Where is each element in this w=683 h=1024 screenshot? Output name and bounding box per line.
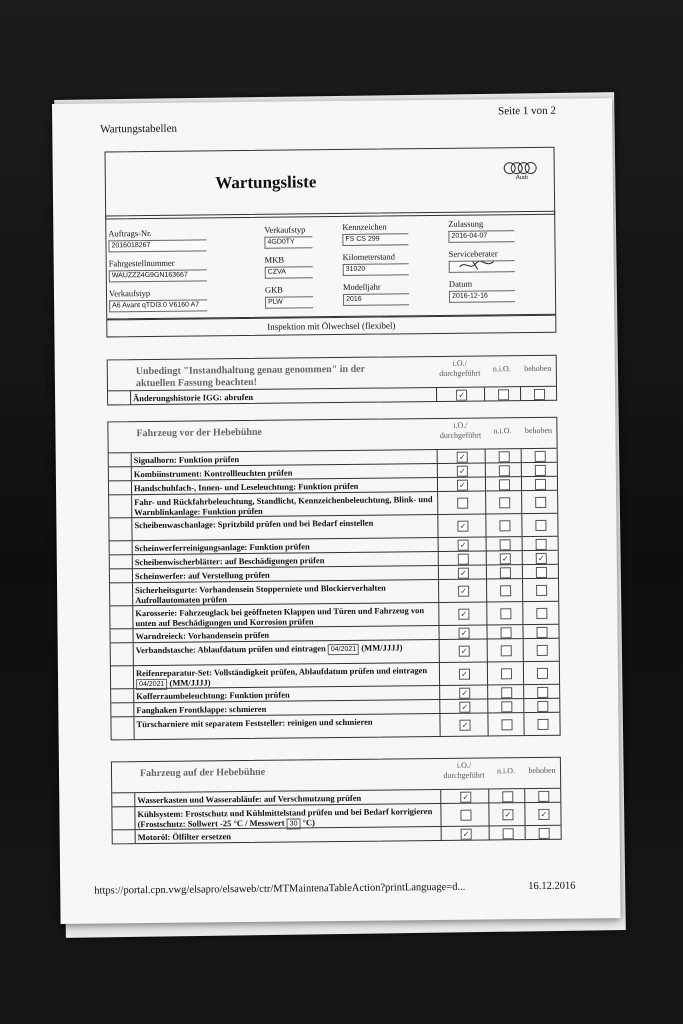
label: GKB — [264, 284, 283, 295]
cell-io — [438, 625, 487, 639]
cell-behoben — [524, 789, 561, 802]
column-header-io: i.O./ durchgeführt — [439, 358, 481, 378]
cell-behoben — [521, 514, 558, 536]
row-gutter — [111, 643, 134, 665]
footer-date: 16.12.2016 — [528, 880, 576, 893]
cell-io — [439, 662, 488, 685]
inspection-type: Inspektion mit Ölwechsel (flexibel) — [106, 315, 556, 338]
checkbox-behoben[interactable] — [535, 520, 546, 531]
cell-behoben — [524, 803, 561, 825]
cell-behoben — [522, 625, 559, 638]
checkbox-behoben[interactable] — [536, 538, 547, 549]
cell-behoben — [523, 713, 560, 735]
section-header — [108, 418, 556, 453]
row-suffix: (MM/JJJJ) — [169, 677, 211, 688]
checkbox-behoben[interactable] — [536, 566, 547, 577]
row-gutter — [110, 606, 133, 628]
cell-io — [441, 826, 490, 840]
row-text: Wasserkasten und Wasserabläufe: auf Verschmutzung prüfen — [137, 792, 362, 806]
row-text: Sicherheitsgurte: Vorhandensein Stopperniete und Blockierverhalten Aufrollautomaten prüfen — [135, 582, 386, 606]
row-text: Kühlsystem: Frostschutz und Kühlmittelstand prüfen und bei Bedarf korrigieren (Frostschutz: Sollwert -25 °C / Messwert — [137, 806, 433, 830]
row-gutter — [108, 391, 131, 404]
cell-nio — [487, 662, 524, 684]
row-text: Fanghaken Frontklappe: schmieren — [136, 703, 267, 716]
value: FS CS 299 — [342, 233, 408, 246]
checkbox-behoben[interactable] — [535, 464, 546, 475]
cell-io — [437, 514, 486, 537]
checkbox-io[interactable]: ✓ — [459, 720, 470, 731]
label: Modelljahr — [342, 281, 381, 292]
row-gutter — [111, 666, 134, 688]
row-gutter — [109, 481, 132, 494]
cell-nio — [488, 803, 525, 825]
section-title: Fahrzeug vor der Hebebühne — [136, 426, 262, 440]
row-suffix: °C) — [302, 817, 316, 828]
cell-behoben — [521, 449, 558, 462]
value — [449, 260, 515, 273]
checkbox-io[interactable]: ✓ — [460, 791, 471, 802]
row-entry-field[interactable]: 04/2021 — [328, 643, 359, 654]
cell-behoben — [523, 699, 560, 712]
checkbox-nio[interactable] — [501, 645, 512, 656]
field-datum — [449, 278, 515, 303]
cell-nio — [484, 387, 521, 400]
checkbox-behoben[interactable] — [537, 645, 548, 656]
row-text-cell — [136, 642, 438, 657]
checkbox-behoben[interactable] — [537, 686, 548, 697]
field-auftrag — [108, 227, 206, 252]
checkbox-nio[interactable] — [499, 451, 510, 462]
cell-behoben — [521, 477, 558, 490]
row-gutter — [111, 629, 134, 642]
checkbox-behoben[interactable] — [534, 388, 545, 399]
value: 2016-04-07 — [448, 230, 514, 243]
column-header-io: i.O./ durchgeführt — [443, 760, 485, 780]
cell-behoben — [523, 685, 560, 698]
audi-rings-icon — [504, 162, 540, 172]
cell-behoben — [521, 463, 558, 476]
column-header-nio: n.i.O. — [492, 364, 511, 374]
checkbox-nio[interactable] — [503, 828, 514, 839]
row-text: Scheibenwischerblätter: auf Beschädigungen prüfen — [134, 555, 325, 568]
row-gutter — [111, 703, 134, 716]
checkbox-behoben[interactable] — [537, 700, 548, 711]
checkbox-io[interactable]: ✓ — [459, 701, 470, 712]
label: Zulassung — [448, 218, 484, 229]
value: 4GD0TY — [264, 236, 312, 249]
cell-behoben — [520, 387, 557, 400]
checkbox-behoben[interactable] — [535, 478, 546, 489]
cell-io — [439, 713, 488, 736]
checkbox-io[interactable]: ✓ — [457, 479, 468, 490]
column-header-nio: n.i.O. — [493, 426, 512, 436]
checkbox-nio[interactable] — [499, 520, 510, 531]
cell-behoben — [523, 639, 560, 661]
cell-nio — [486, 551, 523, 564]
checkbox-io[interactable]: ✓ — [458, 586, 469, 597]
row-gutter — [110, 541, 133, 554]
cell-io — [439, 639, 488, 662]
cell-nio — [485, 477, 522, 490]
row-text: Handschuhfach-, Innen- und Leseleuchtung: Funktion prüfen — [133, 480, 359, 494]
checkbox-behoben[interactable] — [536, 608, 547, 619]
cell-io — [438, 602, 487, 625]
value: PLW — [265, 296, 313, 309]
checkbox-io[interactable]: ✓ — [457, 451, 468, 462]
document-page — [52, 98, 621, 924]
checkbox-nio[interactable] — [500, 608, 511, 619]
label: Auftrags-Nr. — [108, 227, 152, 239]
row-gutter — [109, 495, 132, 517]
cell-nio — [487, 685, 524, 698]
cell-behoben — [525, 826, 562, 839]
cell-io — [440, 803, 489, 826]
cell-io — [439, 699, 488, 713]
checkbox-nio[interactable] — [500, 627, 511, 638]
checkbox-nio[interactable] — [498, 389, 509, 400]
vehicle-info — [105, 211, 556, 320]
cell-nio — [485, 491, 522, 513]
column-header-nio: n.i.O. — [496, 766, 516, 776]
checkbox-nio[interactable] — [501, 668, 512, 679]
cell-behoben — [522, 565, 559, 578]
checkbox-nio[interactable] — [501, 687, 512, 698]
cell-behoben — [522, 602, 559, 624]
cell-nio — [486, 579, 523, 601]
row-gutter — [113, 830, 136, 843]
cell-nio — [486, 537, 523, 550]
label: Verkaufstyp — [108, 287, 151, 299]
field-kilometerstand — [343, 251, 409, 276]
cell-io — [440, 789, 489, 803]
cell-io — [438, 537, 487, 551]
row-text: Scheibenwaschanlage: Spritzbild prüfen und bei Bedarf einstellen — [134, 517, 374, 531]
checkbox-io[interactable] — [458, 553, 469, 564]
label: MKB — [264, 254, 285, 265]
row-text: Warndreieck: Vorhandensein prüfen — [135, 629, 270, 642]
row-text: Scheinwerferreinigungsanlage: Funktion prüfen — [134, 541, 310, 554]
cell-nio — [486, 625, 523, 638]
checkbox-behoben[interactable] — [537, 719, 548, 730]
row-gutter — [111, 717, 134, 739]
checkbox-behoben[interactable] — [538, 790, 549, 801]
checkbox-io[interactable]: ✓ — [457, 465, 468, 476]
checkbox-nio[interactable] — [499, 497, 510, 508]
checkbox-behoben[interactable] — [536, 585, 547, 596]
cell-io — [438, 565, 487, 579]
checkbox-behoben[interactable]: ✓ — [538, 809, 549, 820]
row-text: Verbandstasche: Ablaufdatum prüfen und eintragen — [135, 643, 326, 656]
row-gutter — [110, 583, 133, 605]
document-title: Wartungsliste — [215, 172, 317, 193]
cell-behoben — [521, 491, 558, 513]
checklist-section — [107, 417, 560, 741]
row-text-cell — [134, 517, 436, 530]
label: Kennzeichen — [342, 221, 387, 232]
checkbox-nio[interactable] — [500, 539, 511, 550]
section-title: Unbedingt "Instandhaltung genau genommen" in der aktuellen Fassung beachten! — [135, 363, 365, 390]
value: A6 Avant qTDI3.0 V6160 A7 — [109, 299, 207, 312]
checkbox-nio[interactable] — [501, 701, 512, 712]
cell-nio — [487, 699, 524, 712]
row-text-cell — [138, 829, 440, 842]
field-modelljahr — [343, 281, 409, 306]
cell-nio — [485, 463, 522, 476]
column-header-io: i.O./ durchgeführt — [439, 420, 482, 440]
row-text: Kombiinstrument: Kontrollleuchten prüfen — [133, 467, 293, 480]
title-box — [104, 147, 555, 220]
cell-nio — [486, 602, 523, 624]
checkbox-behoben[interactable] — [535, 450, 546, 461]
cell-nio — [485, 514, 522, 536]
checkbox-io[interactable]: ✓ — [458, 539, 469, 550]
signature-icon — [458, 260, 498, 271]
row-gutter — [109, 467, 132, 480]
row-text-cell — [136, 716, 438, 729]
field-fahrgestellnummer — [109, 257, 207, 282]
checkbox-io[interactable]: ✓ — [459, 627, 470, 638]
checkbox-nio[interactable]: ✓ — [500, 553, 511, 564]
checkbox-nio[interactable] — [501, 719, 512, 730]
row-entry-field[interactable]: 30 — [287, 818, 301, 829]
cell-io — [438, 579, 487, 602]
checklist-row — [111, 712, 559, 740]
field-zulassung — [448, 218, 514, 243]
row-text: Motoröl: Ölfilter ersetzen — [137, 831, 232, 843]
field-kennzeichen — [342, 221, 408, 246]
checkbox-nio[interactable] — [500, 567, 511, 578]
cell-behoben — [522, 551, 559, 564]
checkbox-behoben[interactable]: ✓ — [536, 552, 547, 563]
cell-io — [439, 685, 488, 699]
cell-behoben — [522, 537, 559, 550]
header-title: Wartungstabellen — [100, 122, 178, 136]
column-header-behoben: behoben — [524, 363, 552, 374]
row-text: Reifenreparatur-Set: Vollständigkeit prüfen, Ablaufdatum prüfen und eintragen — [135, 665, 428, 679]
column-header-behoben: behoben — [524, 425, 553, 436]
field-serviceberater — [449, 248, 515, 273]
row-text: Scheinwerfer: auf Verstellung prüfen — [134, 569, 270, 582]
row-gutter — [110, 569, 133, 582]
label: Datum — [448, 278, 473, 289]
checkbox-io[interactable]: ✓ — [459, 669, 470, 680]
section-header — [108, 356, 556, 391]
checkbox-io[interactable]: ✓ — [458, 609, 469, 620]
section-title: Fahrzeug auf der Hebebühne — [139, 766, 266, 780]
checkbox-nio[interactable] — [499, 479, 510, 490]
checkbox-behoben[interactable] — [537, 668, 548, 679]
checkbox-nio[interactable] — [502, 791, 513, 802]
value: WAUZZZ4G9GN163667 — [109, 269, 207, 282]
row-gutter — [109, 453, 132, 466]
section-header — [112, 758, 560, 793]
page-number: Seite 1 von 2 — [498, 104, 556, 118]
checkbox-nio[interactable] — [499, 465, 510, 476]
cell-nio — [488, 789, 525, 802]
checkbox-io[interactable]: ✓ — [459, 687, 470, 698]
checkbox-io[interactable]: ✓ — [459, 646, 470, 657]
cell-nio — [487, 639, 524, 661]
row-gutter — [109, 518, 132, 540]
column-header-behoben: behoben — [528, 765, 556, 776]
cell-nio — [489, 826, 526, 839]
label: Fahrgestellnummer — [108, 257, 175, 269]
row-text: Türscharniere mit separatem Feststeller: reinigen und schmieren — [136, 716, 373, 730]
cell-io — [438, 551, 487, 565]
cell-io — [437, 491, 486, 514]
checkbox-nio[interactable] — [500, 585, 511, 596]
cell-nio — [486, 565, 523, 578]
checkbox-behoben[interactable] — [535, 497, 546, 508]
row-gutter — [111, 689, 134, 702]
checkbox-behoben[interactable] — [539, 827, 550, 838]
cell-io — [437, 463, 486, 477]
row-gutter — [112, 807, 135, 829]
audi-logo — [504, 162, 540, 182]
row-text: Kofferraumbeleuchtung: Funktion prüfen — [136, 689, 290, 702]
checkbox-io[interactable]: ✓ — [456, 389, 467, 400]
checkbox-io[interactable]: ✓ — [458, 567, 469, 578]
checkbox-io[interactable]: ✓ — [457, 521, 468, 532]
cell-nio — [485, 449, 522, 462]
row-entry-field[interactable]: 04/2021 — [136, 678, 167, 689]
checkbox-behoben[interactable] — [536, 626, 547, 637]
cell-behoben — [522, 579, 559, 601]
logo-text: Audi — [515, 175, 528, 182]
value: 31020 — [343, 263, 409, 276]
label: Verkaufstyp — [264, 224, 306, 235]
footer-url: https://portal.cpn.vwg/elsapro/elsaweb/ctr/MTMaintenaTableAction?printLanguage=d... — [94, 881, 466, 897]
field-gkb — [265, 284, 313, 309]
field-verkaufstyp-text — [109, 287, 207, 312]
row-text: Änderungshistorie IGG: abrufen — [133, 391, 254, 404]
field-mkb — [265, 254, 313, 279]
value: 2016-12-16 — [449, 290, 515, 303]
cell-io — [437, 477, 486, 491]
row-text: Signalhorn: Funktion prüfen — [133, 454, 240, 466]
checklist-section — [107, 355, 557, 406]
row-text-cell — [133, 390, 435, 403]
cell-behoben — [523, 662, 560, 684]
label: Kilometerstand — [342, 251, 396, 262]
checkbox-io[interactable]: ✓ — [461, 828, 472, 839]
field-verkaufstyp — [264, 224, 312, 249]
checkbox-nio[interactable]: ✓ — [502, 809, 513, 820]
checklist-section — [111, 757, 562, 845]
row-gutter — [110, 555, 133, 568]
label: Serviceberater — [448, 248, 498, 259]
cell-io — [436, 387, 485, 401]
row-text: Fahr- und Rückfahrbeleuchtung, Standlicht, Kennzeichenbeleuchtung, Blink- und Warnblinkanlage: Funktion prüfen — [134, 494, 433, 518]
value: 2016 — [343, 293, 409, 306]
cell-nio — [487, 713, 524, 735]
checkbox-io[interactable] — [457, 498, 468, 509]
row-text: Karosserie: Fahrzeuglack bei geöffneten Klappen und Türen und Fahrzeug von unten auf Beschädigungen und Korrosion prüfen — [135, 605, 425, 629]
row-gutter — [112, 793, 135, 806]
checkbox-io[interactable] — [460, 810, 471, 821]
row-suffix: (MM/JJJJ) — [361, 642, 403, 653]
cell-io — [437, 449, 486, 463]
value: CZVA — [265, 266, 313, 279]
value: 2016018267 — [108, 239, 206, 252]
